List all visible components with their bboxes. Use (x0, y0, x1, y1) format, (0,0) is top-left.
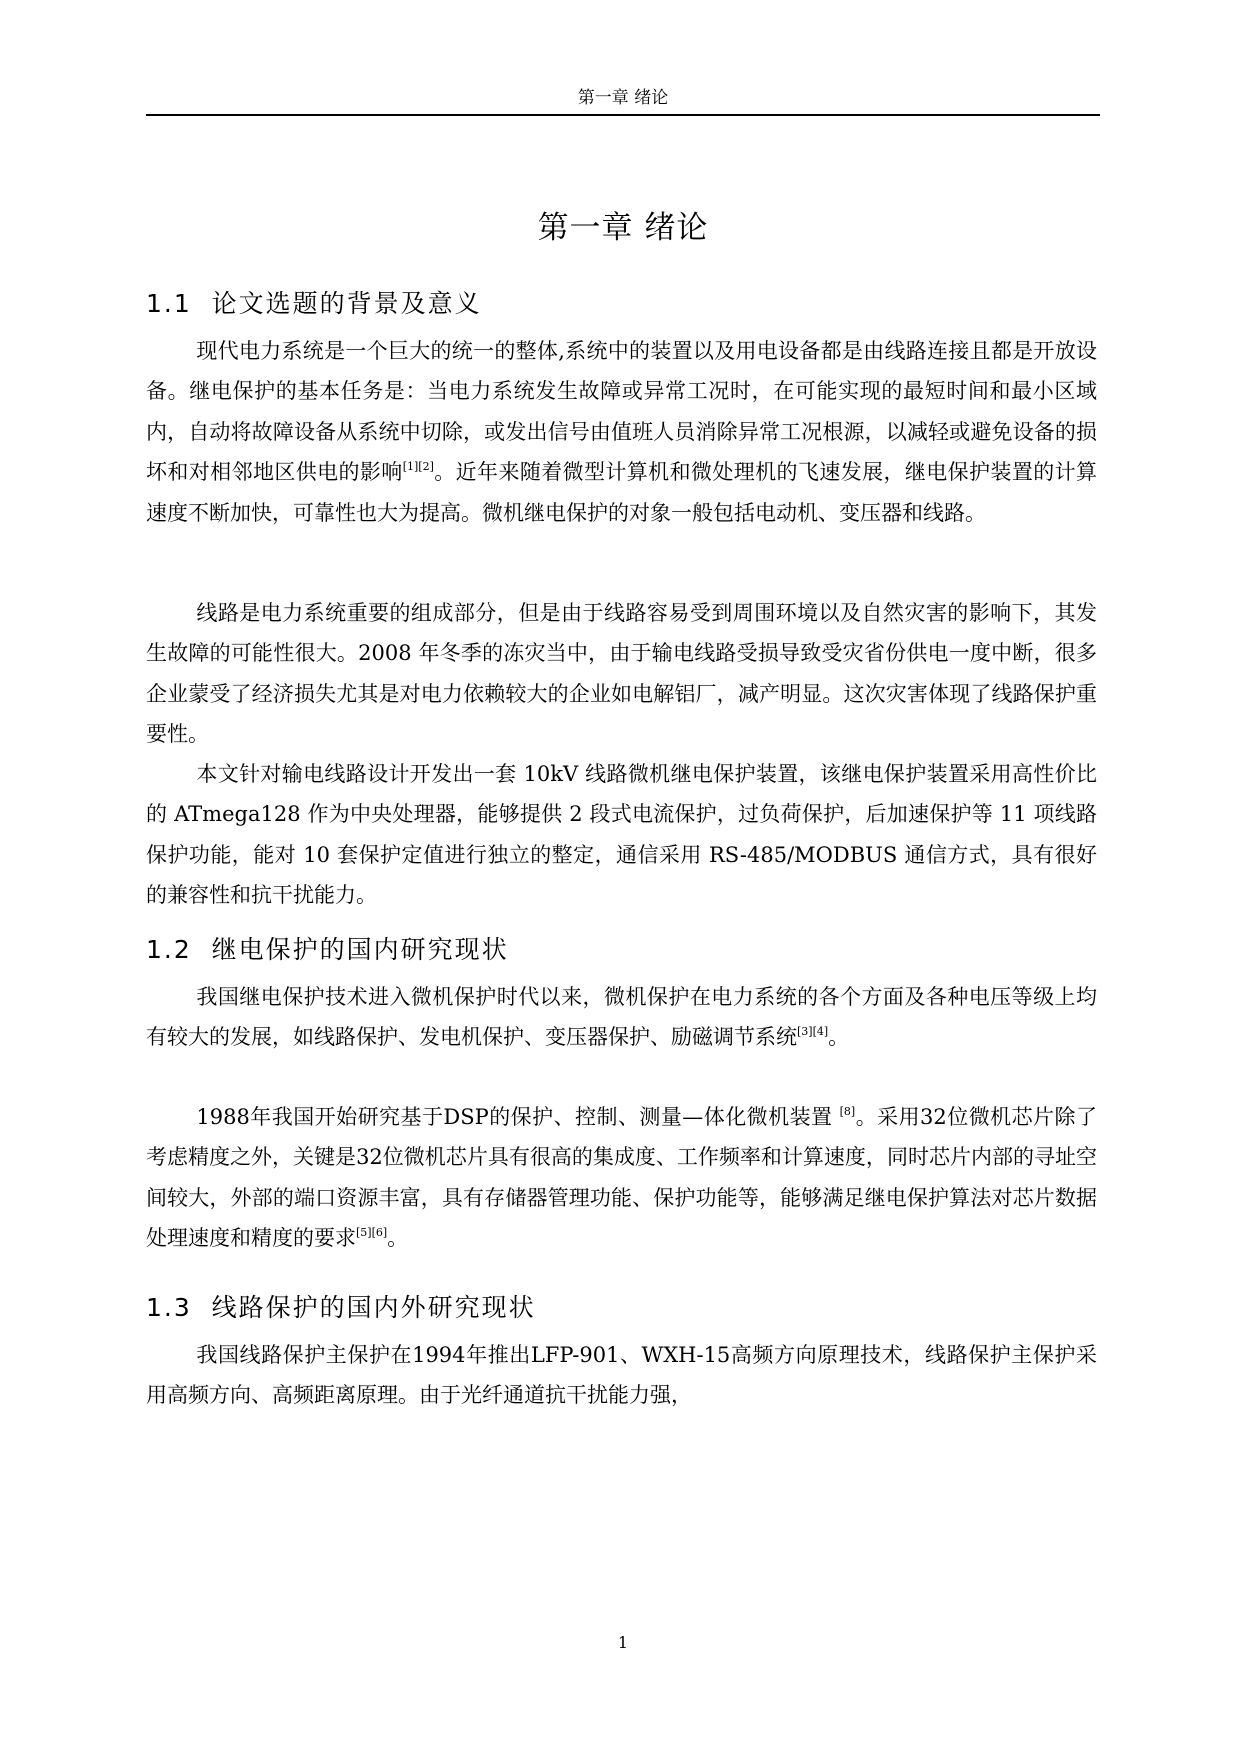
paragraph-text: 我国继电保护技术进入微机保护时代以来，微机保护在电力系统的各个方面及各种电压等级上均有较大的发展，如线路保护、发电机保护、变压器保护、励磁调节系统 (146, 985, 1097, 1050)
paragraph-1-2-b (146, 1097, 1097, 1259)
running-header: 第一章 绪论 (577, 88, 669, 108)
paragraph-text: 。采用32位微机芯片除了考虑精度之外，关键是32位微机芯片具有很高的集成度、工作频率和计算速度，同时芯片内部的寻址空间较大，外部的端口资源丰富，具有存储器管理功能、保护功能等，能够满足继电保护算法对芯片数据处理速度和精度的要求 (146, 1105, 1097, 1251)
paragraph-text: 线路是电力系统重要的组成部分，但是由于线路容易受到周围环境以及自然灾害的影响下，其发生故障的可能性很大。2008 年冬季的冻灾当中，由于输电线路受损导致受灾省份供电一度中断，很多企业蒙受了经济损失尤其是对电力依赖较大的企业如电解铝厂，减产明显。这次灾害体现了线路保护重要性。 (146, 601, 1097, 747)
paragraph-1-1-a (146, 331, 1097, 533)
paragraph-text: 。近年来随着微型计算机和微处理机的飞速发展，继电保护装置的计算速度不断加快，可靠性也大为提高。微机继电保护的对象一般包括电动机、变压器和线路。 (146, 460, 1098, 525)
citation: [5][6] (356, 1226, 388, 1240)
paragraph-text: 。 (387, 1226, 409, 1251)
paragraph-text: 我国线路保护主保护在1994年推出LFP-901、WXH-15高频方向原理技术，线路保护主保护采用高频方向、高频距离原理。由于光纤通道抗干扰能力强， (146, 1343, 1097, 1408)
paragraph-1-1-c (146, 754, 1097, 916)
page-number: 1 (617, 1633, 629, 1652)
section-heading-1-3: 1.3 线路保护的国内外研究现状 (146, 1293, 536, 1322)
section-heading-1-2: 1.2 继电保护的国内研究现状 (146, 935, 509, 964)
paragraph-text: 。 (828, 1025, 850, 1050)
paragraph-1-3-a (146, 1335, 1097, 1416)
paragraph-text: 本文针对输电线路设计开发出一套 10kV 线路微机继电保护装置，该继电保护装置采用高性价比的 ATmega128 作为中央处理器，能够提供 2 段式电流保护，过负荷保护，后加速保护等 11 项线路保护功能，能对 10 套保护定值进行独立的整定，通信采用 RS-485/MODBUS 通信方式，具有很好的兼容性和抗干扰能力。 (146, 762, 1097, 908)
citation: [3][4] (797, 1025, 829, 1039)
paragraph-1-2-a (146, 977, 1097, 1058)
chapter-title: 第一章 绪论 (537, 210, 709, 246)
paragraph-text: 现代电力系统是一个巨大的统一的整体,系统中的装置以及用电设备都是由线路连接且都是开放设备。继电保护的基本任务是：当电力系统发生故障或异常工况时，在可能实现的最短时间和最小区域内，自动将故障设备从系统中切除，或发出信号由值班人员消除异常工况根源，以减轻或避免设备的损坏和对相邻地区供电的影响 (146, 339, 1097, 485)
paragraph-1-1-b (146, 593, 1097, 755)
section-heading-1-1: 1.1 论文选题的背景及意义 (146, 289, 482, 318)
citation: [8] (839, 1105, 856, 1118)
paragraph-text: 1988年我国开始研究基于DSP的保护、控制、测量—体化微机装置 (196, 1105, 840, 1129)
citation: [1][2] (402, 460, 434, 474)
header-rule (146, 114, 1100, 116)
